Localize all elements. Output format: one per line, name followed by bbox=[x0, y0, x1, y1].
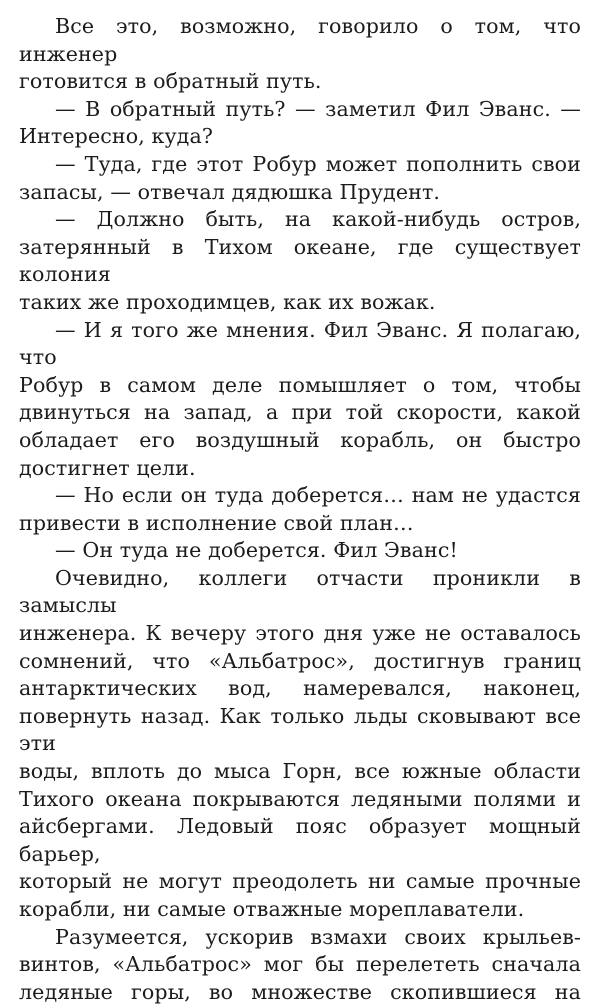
text-line: таких же проходимцев, как их вожак. bbox=[19, 289, 436, 314]
text-line: воды, вплоть до мыса Горн, все южные области bbox=[19, 759, 581, 784]
text-line: — Но если он туда доберется… нам не удастся bbox=[55, 483, 581, 508]
text-line: Тихого океана покрываются ледяными полями и bbox=[19, 786, 581, 811]
text-line: привести в исполнение свой план… bbox=[19, 510, 414, 535]
text-line: повернуть назад. Как только льды сковывают все эти bbox=[19, 703, 581, 756]
text-line: винтов, «Альбатрос» мог бы перелететь сначала bbox=[19, 952, 581, 977]
text-line: сомнений, что «Альбатрос», достигнув границ bbox=[19, 648, 581, 673]
text-line: двинуться на запад, а при той скорости, какой bbox=[19, 400, 581, 425]
text-line: запасы, — отвечал дядюшка Прудент. bbox=[19, 179, 441, 204]
text-line: достигнет цели. bbox=[19, 455, 196, 480]
text-line: Разумеется, ускорив взмахи своих крыльев- bbox=[55, 924, 581, 949]
text-line: ледяные горы, во множестве скопившиеся на bbox=[19, 979, 581, 1004]
text-line: Очевидно, коллеги отчасти проникли в замыслы bbox=[19, 565, 581, 618]
text-line: — Должно быть, на какой-нибудь остров, bbox=[55, 207, 581, 232]
text-line: Интересно, куда? bbox=[19, 124, 213, 149]
text-line: — Туда, где этот Робур может пополнить свои bbox=[55, 151, 581, 176]
text-line: обладает его воздушный корабль, он быстро bbox=[19, 427, 581, 452]
text-line: — И я того же мнения. Фил Эванс. Я полагаю, что bbox=[19, 317, 581, 370]
text-line: который не могут преодолеть ни самые прочные bbox=[19, 869, 581, 894]
text-line: антарктических вод, намеревался, наконец, bbox=[19, 676, 581, 701]
text-line: — Он туда не доберется. Фил Эванс! bbox=[55, 538, 458, 563]
text-line: — В обратный путь? — заметил Фил Эванс. — bbox=[55, 96, 581, 121]
text-line: инженера. К вечеру этого дня уже не оставалось bbox=[19, 621, 581, 646]
text-line: корабли, ни самые отважные мореплаватели. bbox=[19, 897, 525, 921]
text-line: готовится в обратный путь. bbox=[19, 69, 322, 94]
text-line: айсбергами. Ледовый пояс образует мощный барьер, bbox=[19, 814, 581, 866]
page-text bbox=[19, 13, 581, 1006]
text-line: Все это, возможно, говорило о том, что инженер bbox=[19, 14, 581, 66]
text-line: Робур в самом деле помышляет о том, чтобы bbox=[19, 372, 581, 397]
text-line: затерянный в Тихом океане, где существует колония bbox=[19, 234, 581, 287]
